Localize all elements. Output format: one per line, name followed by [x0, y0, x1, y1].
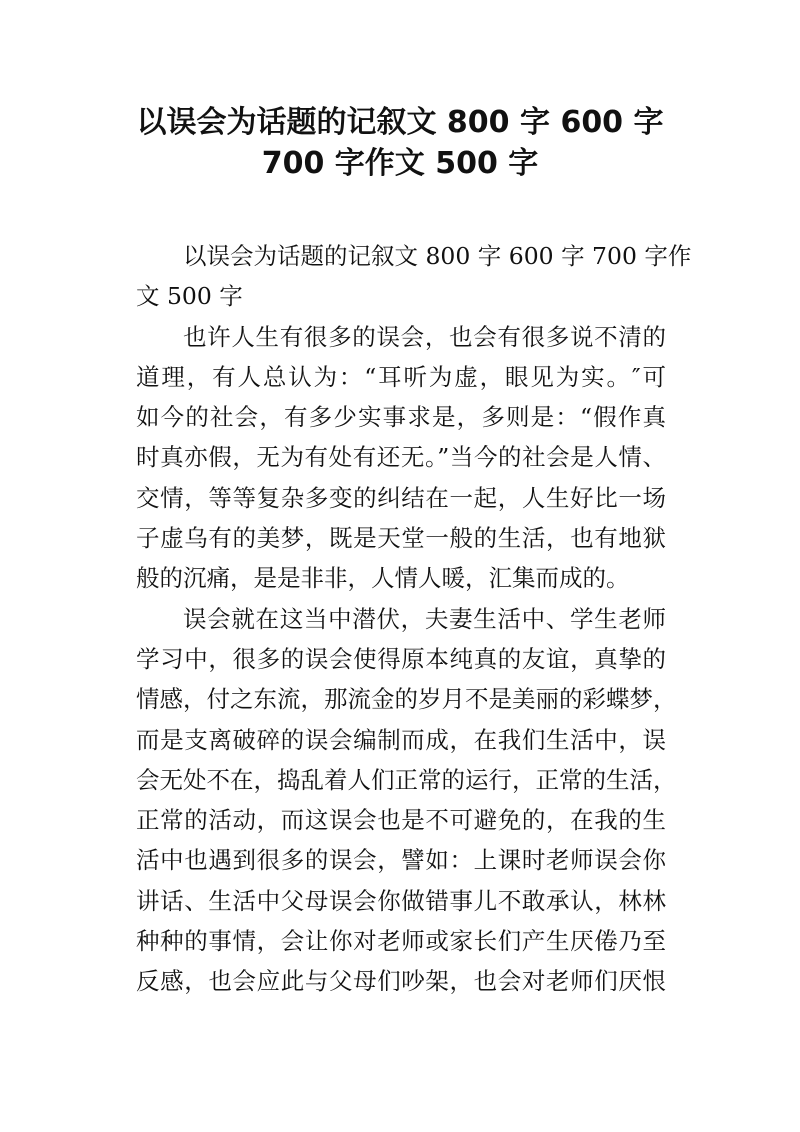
body-text-line: 般的沉痛，是是非非，人情人暖，汇集而成的。: [136, 564, 630, 593]
document-body: [136, 236, 692, 1002]
body-text-line: 讲话、生活中父母误会你做错事儿不敢承认，林林: [136, 886, 666, 915]
body-text-line: 情感，付之东流，那流金的岁月不是美丽的彩蝶梦，: [136, 685, 677, 714]
body-text-line: 子虚乌有的美梦，既是天堂一般的生活，也有地狱: [136, 524, 666, 553]
document-title-line-1: 以误会为话题的记叙文 800 字 600 字: [136, 105, 664, 140]
body-text-line: 道理，有人总认为：“耳听为虚，眼见为实。″可: [136, 362, 666, 391]
body-text-line: 文 500 字: [136, 282, 243, 311]
document-title-line-2: 700 字作文 500 字: [261, 146, 539, 181]
body-text-line: 反感，也会应此与父母们吵架，也会对老师们厌恨: [136, 967, 666, 996]
body-text-line: 交情，等等复杂多变的纠结在一起，人生好比一场: [136, 483, 666, 512]
body-text-line: 也许人生有很多的误会，也会有很多说不清的: [183, 322, 666, 351]
body-text-line: 活中也遇到很多的误会，譬如：上课时老师误会你: [136, 846, 666, 875]
body-text-line: 会无处不在，捣乱着人们正常的运行，正常的生活，: [136, 765, 677, 794]
body-text-line: 如今的社会，有多少实事求是，多则是：“假作真: [136, 403, 666, 432]
body-text-line: 而是支离破碎的误会编制而成，在我们生活中，误: [136, 725, 666, 754]
body-text-line: 误会就在这当中潜伏，夫妻生活中、学生老师: [183, 604, 666, 633]
body-text-line: 学习中，很多的误会使得原本纯真的友谊，真挚的: [136, 644, 666, 673]
body-text-line: 时真亦假，无为有处有还无。”当今的社会是人情、: [136, 443, 666, 472]
body-text-line: 正常的活动，而这误会也是不可避免的，在我的生: [136, 806, 666, 835]
body-text-line: 以误会为话题的记叙文 800 字 600 字 700 字作: [183, 242, 692, 270]
body-text-line: 种种的事情，会让你对老师或家长们产生厌倦乃至: [136, 927, 666, 956]
